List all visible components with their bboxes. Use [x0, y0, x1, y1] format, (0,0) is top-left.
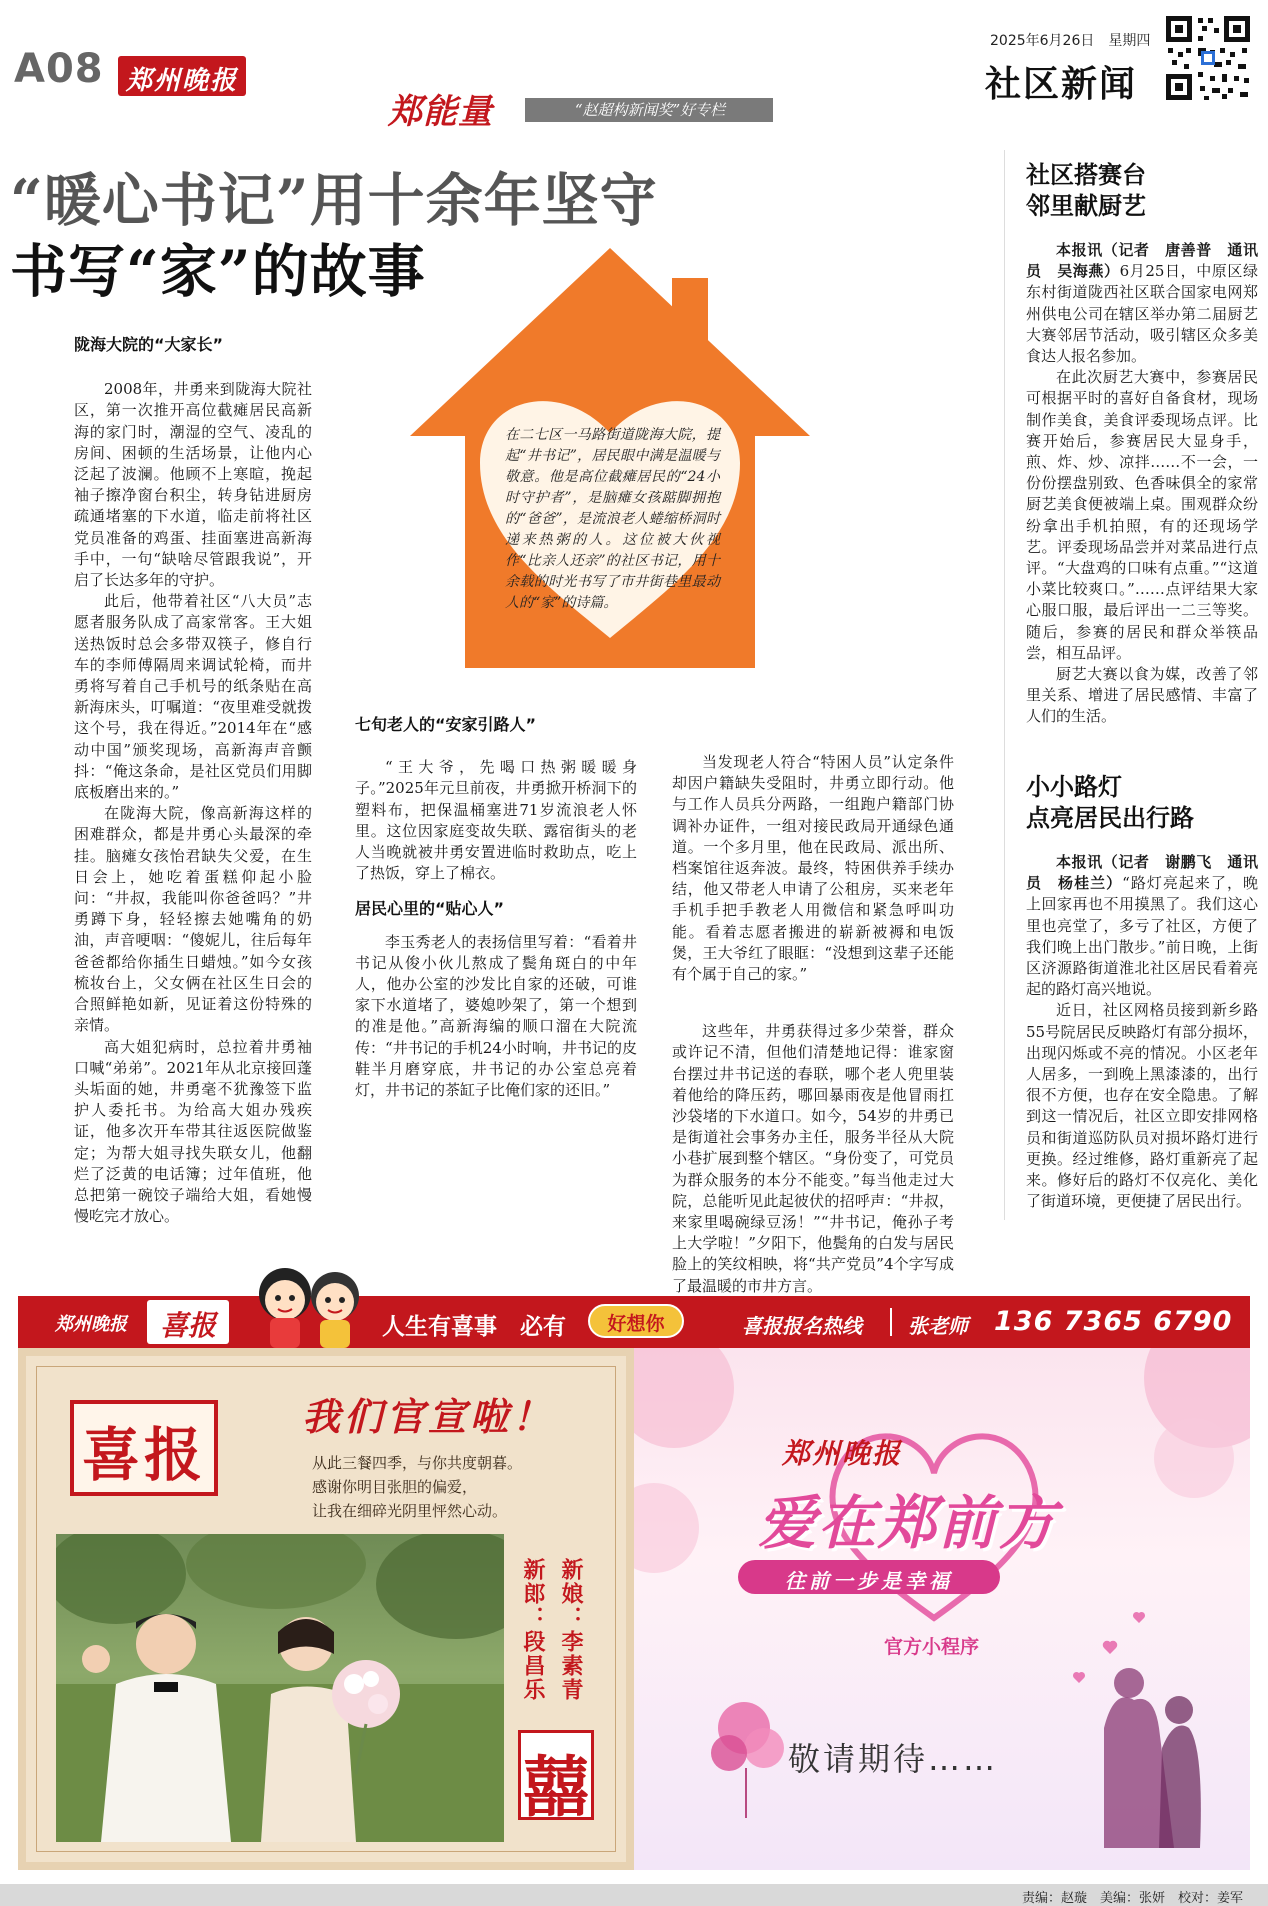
cartoon-kids-icon: [250, 1262, 370, 1348]
card-stamp: 喜报: [81, 1421, 206, 1489]
paragraph: 在此次厨艺大赛中，参赛居民可根据平时的喜好自备食材，现场制作美食，美食评委现场点评。比赛开始后，参赛居民大显身手，煎、炸、炒、凉拌……不一会，一份份摆盘别致、色香味俱全的家常厨艺美食便被端上桌。围观群众纷纷拿出手机拍照，有的还现场学艺。评委现场品尝并对菜品进行点评。“大盘鸡的口味有点重。”“这道小菜比较爽口。”……点评结果大家心服口服，最后评出一二三等奖。随后，参赛的居民和群众举筷品尝，相互品评。: [1026, 368, 1258, 662]
headline-line-1: “暖心书记”用十余年坚守: [10, 167, 658, 234]
side-2-title-2: 点亮居民出行路: [1026, 804, 1194, 832]
groom-name: 新郎：段昌乐: [520, 1558, 546, 1702]
side-2-byline: 本报讯（记者 谢鹏飞 通讯员 杨桂兰）: [1026, 853, 1258, 893]
double-happiness-icon: 囍: [523, 1748, 589, 1826]
paragraph: “王大爷，先喝口热粥暖暖身子。”2025年元旦前夜，井勇掀开桥洞下的塑料布，把保温桶塞进71岁流浪老人怀里。这位因家庭变故失联、露宿街头的老人当晚就被井勇安置进临时救助点，吃上了热饭，穿上了棉衣。: [355, 758, 637, 883]
side-2-title-1: 小小路灯: [1026, 773, 1122, 801]
subhead-1: 陇海大院的“大家长”: [74, 335, 224, 354]
side-1-title-1: 社区搭赛台: [1026, 161, 1146, 189]
ad-hotline-label: 喜报报名热线: [742, 1314, 862, 1338]
paragraph: 厨艺大赛以食为媒，改善了邻里关系、增进了居民感情、丰富了人们的生活。: [1026, 665, 1258, 726]
card-title: 我们官宣啦！: [302, 1394, 555, 1439]
subhead-2: 七旬老人的“安家引路人”: [355, 715, 537, 734]
paragraph: 在陇海大院，像高新海这样的困难群众，都是井勇心头最深的牵挂。脑瘫女孩怡君缺失父爱，在生日会上，她吃着蛋糕仰起小脸问：“井叔，我能叫你爸爸吗？”井勇蹲下身，轻轻擦去她嘴角的奶油，声音哽咽：“傻妮儿，往后每年爸爸都给你插生日蜡烛。”如今女孩梳妆台上，父女俩在社区生日会的合照鲜艳如新，见证着这份特殊的亲情。: [74, 804, 312, 1035]
column-award: “赵超构新闻奖”好专栏: [574, 101, 726, 119]
side-1-title-2: 邻里献厨艺: [1026, 192, 1146, 220]
paragraph: 当发现老人符合“特困人员”认定条件却因户籍缺失受阻时，井勇立即行动。他与工作人员兵分两路，一组跑户籍部门协调补办证件，一组对接民政局开通绿色通道。一个多月里，他在民政局、派出所、档案馆往返奔波。最终，特困供养手续办结，他又带老人申请了公租房，买来老年手机手把手教老人用微信和紧急呼叫功能。看着志愿者搬进的崭新被褥和电饭煲，王大爷红了眼眶：“没想到这辈子还能有个属于自己的家。”: [672, 753, 954, 984]
col-3: [672, 752, 954, 1322]
promo-mini-program: 官方小程序: [884, 1636, 980, 1658]
page-number: A08: [14, 46, 104, 92]
ad-brand: 喜报: [159, 1309, 216, 1342]
section-name: 社区新闻: [985, 64, 1138, 105]
ad-slogan-badge: 好想你: [607, 1313, 665, 1335]
side-1-byline: 本报讯（记者 唐善普 通讯员 吴海燕）: [1026, 241, 1258, 281]
qr-code-icon: [1164, 14, 1252, 102]
promo-logo: 郑州晚报: [782, 1437, 903, 1470]
paper-logo-text: 郑州晚报: [125, 66, 238, 96]
issue-date: 2025年6月26日 星期四: [990, 33, 1151, 49]
col-1: [74, 334, 312, 1227]
promo-ribbon: 往前一步是幸福: [785, 1569, 953, 1593]
ad-slogan: 人生有喜事 必有: [382, 1314, 566, 1340]
paragraph: “路灯亮起来了，晚上回家再也不用摸黑了。我们这心里也亮堂了，多亏了社区，方便了我们晚上出门散步。”前日晚，上街区济源路街道淮北社区居民看着亮起的路灯高兴地说。: [1026, 874, 1258, 999]
ad-contact: 张老师: [908, 1314, 968, 1338]
side-article-1: [1026, 160, 1258, 728]
column-brand: 郑能量: [388, 92, 493, 132]
ad-logo: 郑州晚报: [55, 1314, 127, 1335]
card-line-3: 让我在细碎光阴里怦然心动。: [312, 1502, 508, 1520]
card-line-2: 感谢你明目张胆的偏爱，: [312, 1478, 478, 1496]
ad-phone: 136 7365 6790: [994, 1306, 1233, 1337]
paragraph: 此后，他带着社区“八大员”志愿者服务队成了高家常客。王大姐送热饭时总会多带双筷子，修自行车的李师傅隔周来调试轮椅，而井勇将写着自己手机号的纸条贴在高新海床头，叮嘱道：“夜里难受就拨这个号，我在得近。”2014年在“感动中国”颁奖现场，高新海声音颤抖：“俺这条命，是社区党员们用脚底板磨出来的。”: [74, 592, 312, 802]
paragraph: 李玉秀老人的表扬信里写着：“看着井书记从俊小伙儿熬成了鬓角斑白的中年人，他办公室的沙发比自家的还破，可谁家下水道堵了，婆媳吵架了，第一个想到的准是他。”高新海编的顺口溜在大院流传：“井书记的手机24小时响，井书记的皮鞋半月磨穿底，井书记的办公室总亮着灯，井书记的茶缸子比俺们家的还旧。”: [355, 932, 637, 1100]
card-line-1: 从此三餐四季，与你共度朝暮。: [312, 1454, 523, 1472]
paragraph: 6月25日，中原区绿东村街道陇西社区联合国家电网郑州供电公司在辖区举办第二届厨艺大赛邻居节活动，吸引辖区众多美食达人报名参加。: [1026, 262, 1258, 366]
bride-name: 新娘：李素青: [558, 1558, 584, 1702]
promo-coming: 敬请期待……: [788, 1740, 999, 1778]
promo-decoration: [634, 1348, 1250, 1870]
couple-photo: [56, 1534, 504, 1842]
side-article-2: [1026, 772, 1258, 1212]
subhead-3: 居民心里的“贴心人”: [355, 899, 505, 919]
promo-title: 爱在郑前方: [758, 1489, 1059, 1557]
paragraph: 近日，社区网格员接到新乡路55号院居民反映路灯有部分损坏，出现闪烁或不亮的情况。小区老年人居多，一到晚上黑漆漆的，出行很不方便，也存在安全隐患。了解到这一情况后，社区立即安排网格员和街道巡防队员对损坏路灯进行更换。经过维修，路灯重新亮了起来。修好后的路灯不仅亮化、美化了街道环境，更便捷了居民出行。: [1026, 1001, 1258, 1211]
paragraph: 2008年，井勇来到陇海大院社区，第一次推开高位截瘫居民高新海的家门时，潮湿的空气、凌乱的房间、困顿的生活场景，让他内心泛起了波澜。他顾不上寒暄，挽起袖子擦净窗台积尘，转身钻进厨房疏通堵塞的下水道，临走前将社区党员准备的鸡蛋、挂面塞进高新海手中，一句“缺啥尽管跟我说”，开启了长达多年的守护。: [74, 380, 312, 590]
headline-line-2: 书写“家”的故事: [10, 238, 426, 305]
lead-text: 在二七区一马路街道陇海大院，提起“井书记”，居民眼中满是温暖与敬意。他是高位截瘫居民的“24小时守护者”，是脑瘫女孩踮脚拥抱的“爸爸”，是流浪老人蜷缩桥洞时递来热粥的人。这位被大伙视作“比亲人还亲”的社区书记，用十余载的时光书写了市井街巷里最动人的“家”的诗篇。: [505, 427, 720, 611]
ad-divider: [890, 1308, 892, 1336]
paragraph: 这些年，井勇获得过多少荣誉，群众或许记不清，但他们清楚地记得：谁家窗台摆过井书记送的春联，哪个老人兜里装着他给的降压药，哪回暴雨夜是他冒雨扛沙袋堵的下水道口。如今，54岁的井勇已是街道社会事务办主任，服务半径从大院小巷扩展到整个辖区。“身份变了，可党员为群众服务的本分不能变。”每当他走过大院，总能听见此起彼伏的招呼声：“井叔，来家里喝碗绿豆汤！”“井书记，俺孙子考上大学啦！”夕阳下，他鬓角的白发与居民脸上的笑纹相映，将“共产党员”4个字写成了最温暖的市井方言。: [672, 1022, 954, 1295]
col-2: [355, 714, 637, 1101]
footer-credits: 责编：赵璇 美编：张妍 校对：姜军: [1022, 1891, 1244, 1906]
right-divider: [1004, 150, 1005, 1220]
paragraph: 高大姐犯病时，总拉着井勇袖口喊“弟弟”。2021年从北京接回蓬头垢面的她，井勇毫不犹豫签下监护人委托书。为给高大姐办残疾证，他多次开车带其往返医院做鉴定；为帮大姐寻找失联女儿，他翻烂了泛黄的电话簿；过年值班，他总把第一碗饺子端给大姐，看她慢慢吃完才放心。: [74, 1037, 312, 1226]
